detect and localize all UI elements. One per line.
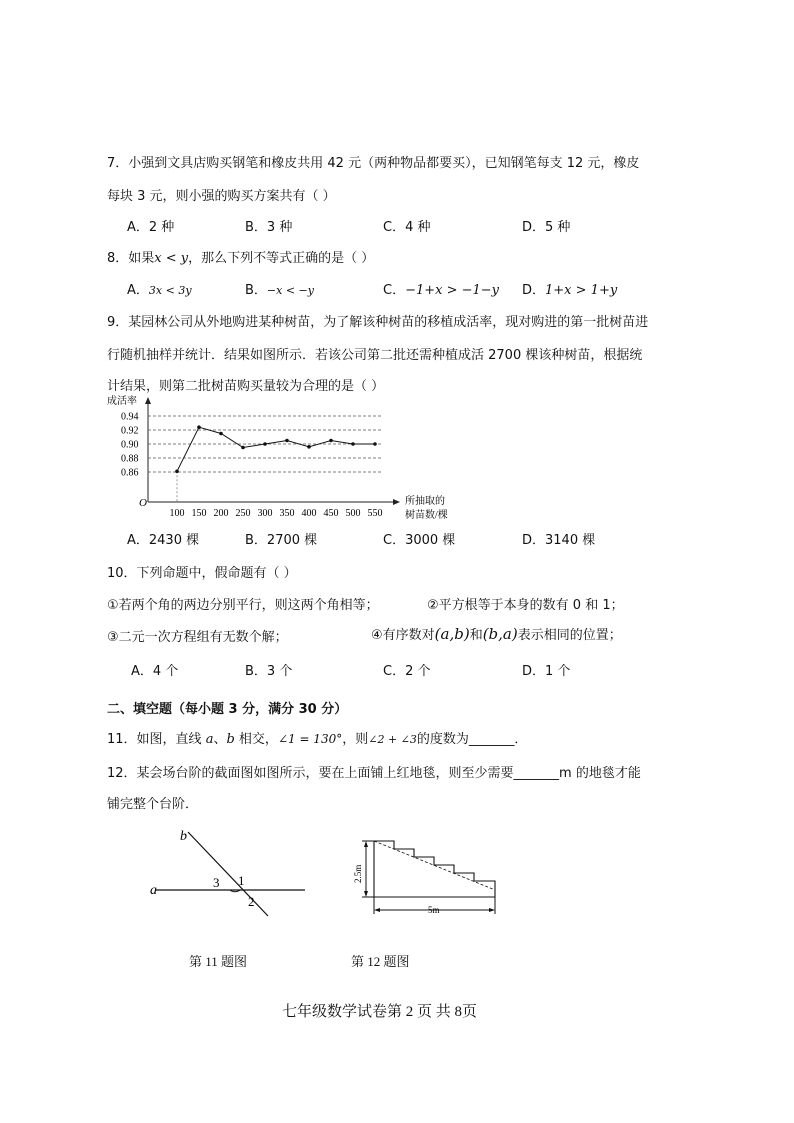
q12-line-1: 12．某会场台阶的截面图如图所示，要在上面铺上红地毯，则至少需要_______m 的地毯才能: [107, 766, 641, 781]
fig11-label-b: b: [180, 829, 187, 844]
chart-x-tick-label: 150: [191, 508, 207, 519]
chart-data-point: [197, 425, 201, 429]
q11-separator: 、: [213, 732, 227, 747]
q7-option-b: B．3 种: [245, 220, 293, 235]
chart-y-tick-label: 0.86: [121, 467, 139, 479]
q11-stem-mid: 相交，: [234, 732, 278, 747]
fig12-width-arrow-left: [374, 908, 380, 912]
chart-x-tick-label: 100: [169, 508, 185, 519]
q11-var-b: b: [226, 732, 235, 747]
chart-y-tick-label: 0.90: [121, 439, 139, 451]
chart-x-tick-label: 500: [345, 508, 361, 519]
q8-option-c-label: C．: [383, 283, 406, 298]
q10-item-4-math-2: (b,a): [482, 625, 518, 643]
q7-option-a: A．2 种: [127, 220, 175, 235]
chart-data-point: [175, 470, 179, 474]
q9-option-d: D．3140 棵: [522, 533, 596, 548]
q10-option-d: D．1 个: [522, 664, 571, 679]
q8-option-c-math: −1+x > −1−y: [405, 283, 500, 298]
q11-math-1: ∠1 = 130°: [277, 732, 343, 746]
fig12-slope-dashed: [374, 841, 495, 890]
q11-var-a: a: [205, 732, 214, 747]
q11-stem-mid-2: ，则: [342, 732, 369, 747]
q8-stem-math: x < y: [154, 251, 189, 266]
q7-option-c: C．4 种: [383, 220, 431, 235]
chart-ylabel: 成活率: [107, 396, 137, 407]
fig12-caption: 第 12 题图: [351, 954, 410, 969]
chart-xlabel-line1: 所抽取的: [405, 496, 445, 507]
q8-option-b-math: −x < −y: [266, 284, 314, 297]
q10-item-2: ②平方根等于本身的数有 0 和 1；: [427, 598, 624, 613]
q11-math-2: ∠2 + ∠3: [368, 733, 417, 746]
chart-data-point: [219, 432, 223, 436]
q10-item-4-suffix: 表示相同的位置；: [517, 628, 622, 643]
q7-line-2: 每块 3 元，则小强的购买方案共有（ ）: [107, 189, 336, 204]
q10-option-c: C．2 个: [383, 664, 431, 679]
q8-stem-prefix: 8．如果: [107, 251, 155, 266]
chart-x-tick-label: 200: [213, 508, 229, 519]
survival-rate-chart: [105, 394, 475, 524]
q12-line-2: 铺完整个台阶．: [107, 797, 199, 812]
chart-x-tick-label: 550: [367, 508, 383, 519]
chart-x-tick-label: 450: [323, 508, 339, 519]
q10-item-4-prefix: ④有序数对: [371, 628, 435, 643]
q10-item-3: ③二元一次方程组有无数个解；: [107, 630, 288, 645]
q7-line-1: 7．小强到文具店购买钢笔和橡皮共用 42 元（两种物品都要买），已知钢笔每支 12 元，橡皮: [107, 156, 640, 171]
fig12-staircase: [374, 841, 495, 897]
q8-option-d-math: 1+x > 1+y: [545, 283, 618, 298]
q9-line-1: 9．某园林公司从外地购进某种树苗，为了解该种树苗的移植成活率，现对购进的第一批树苗进: [107, 315, 649, 330]
q7-option-d: D．5 种: [522, 220, 571, 235]
chart-y-axis-arrow: [145, 397, 151, 404]
section-2-title: 二、填空题（每小题 3 分，满分 30 分）: [107, 702, 348, 717]
chart-x-tick-label: 300: [257, 508, 273, 519]
q9-option-c: C．3000 棵: [383, 533, 456, 548]
q11-stem: [107, 728, 527, 747]
fig12-height-label: 2.5m: [353, 864, 363, 883]
chart-data-point: [351, 442, 355, 446]
figure-11: [148, 822, 313, 917]
q10-stem: 10．下列命题中，假命题有（ ）: [107, 566, 297, 581]
q9-option-b: B．2700 棵: [245, 533, 318, 548]
chart-x-tick-label: 400: [301, 508, 317, 519]
chart-data-point: [373, 442, 377, 446]
fig11-angle-3: 3: [213, 875, 220, 890]
chart-y-tick-label: 0.92: [121, 425, 139, 437]
chart-x-tick-label: 250: [235, 508, 251, 519]
fig11-angle-2: 2: [248, 894, 255, 909]
q8-option-a: [127, 279, 192, 298]
chart-data-point: [263, 442, 267, 446]
q10-item-4-math-1: (a,b): [434, 625, 470, 643]
fig11-label-a: a: [150, 883, 157, 898]
fig11-caption: 第 11 题图: [189, 954, 248, 969]
figure-12: [352, 835, 502, 920]
q8-stem-suffix: ，那么下列不等式正确的是（ ）: [188, 251, 375, 266]
chart-data-point: [285, 439, 289, 443]
q8-option-d-label: D．: [522, 283, 546, 298]
chart-data-point: [329, 439, 333, 443]
q10-option-a: A．4 个: [131, 664, 179, 679]
page-footer: 七年级数学试卷第 2 页 共 8页: [282, 1004, 478, 1020]
q10-item-4: [371, 624, 622, 643]
chart-x-axis-arrow: [393, 499, 400, 505]
fig12-height-arrow-up: [364, 841, 368, 847]
chart-data-point: [307, 445, 311, 449]
chart-origin: O: [139, 497, 147, 509]
fig12-height-arrow-down: [364, 891, 368, 897]
q10-item-4-and: 和: [469, 628, 483, 643]
fig11-angle-1: 1: [238, 873, 245, 888]
q9-line-2: 行随机抽样并统计．结果如图所示．若该公司第二批还需种植成活 2700 棵该种树苗，根据统: [107, 348, 643, 363]
q8-option-b-label: B．: [245, 283, 267, 298]
q8-option-a-math: 3x < 3y: [148, 284, 192, 297]
fig11-line-b: [188, 832, 268, 916]
q8-stem: [107, 247, 374, 266]
chart-series-line: [177, 427, 375, 471]
q11-stem-prefix: 11．如图，直线: [107, 732, 206, 747]
q8-option-b: [245, 279, 314, 298]
fig12-width-arrow-right: [489, 908, 495, 912]
q10-item-1: ①若两个角的两边分别平行，则这两个角相等；: [107, 598, 379, 613]
q9-option-a: A．2430 棵: [127, 533, 200, 548]
q8-option-a-label: A．: [127, 283, 149, 298]
fig12-width-label: 5m: [428, 905, 440, 915]
chart-y-tick-label: 0.94: [121, 411, 139, 423]
q11-stem-suffix: 的度数为_______．: [416, 732, 528, 747]
q9-line-3: 计结果，则第二批树苗购买量较为合理的是（ ）: [107, 379, 385, 394]
q8-option-d: [522, 279, 617, 298]
chart-data-point: [241, 446, 245, 450]
chart-y-tick-label: 0.88: [121, 453, 139, 465]
q10-option-b: B．3 个: [245, 664, 293, 679]
chart-x-tick-label: 350: [279, 508, 295, 519]
chart-xlabel-line2: 树苗数/棵: [405, 510, 448, 521]
q8-option-c: [383, 279, 499, 298]
